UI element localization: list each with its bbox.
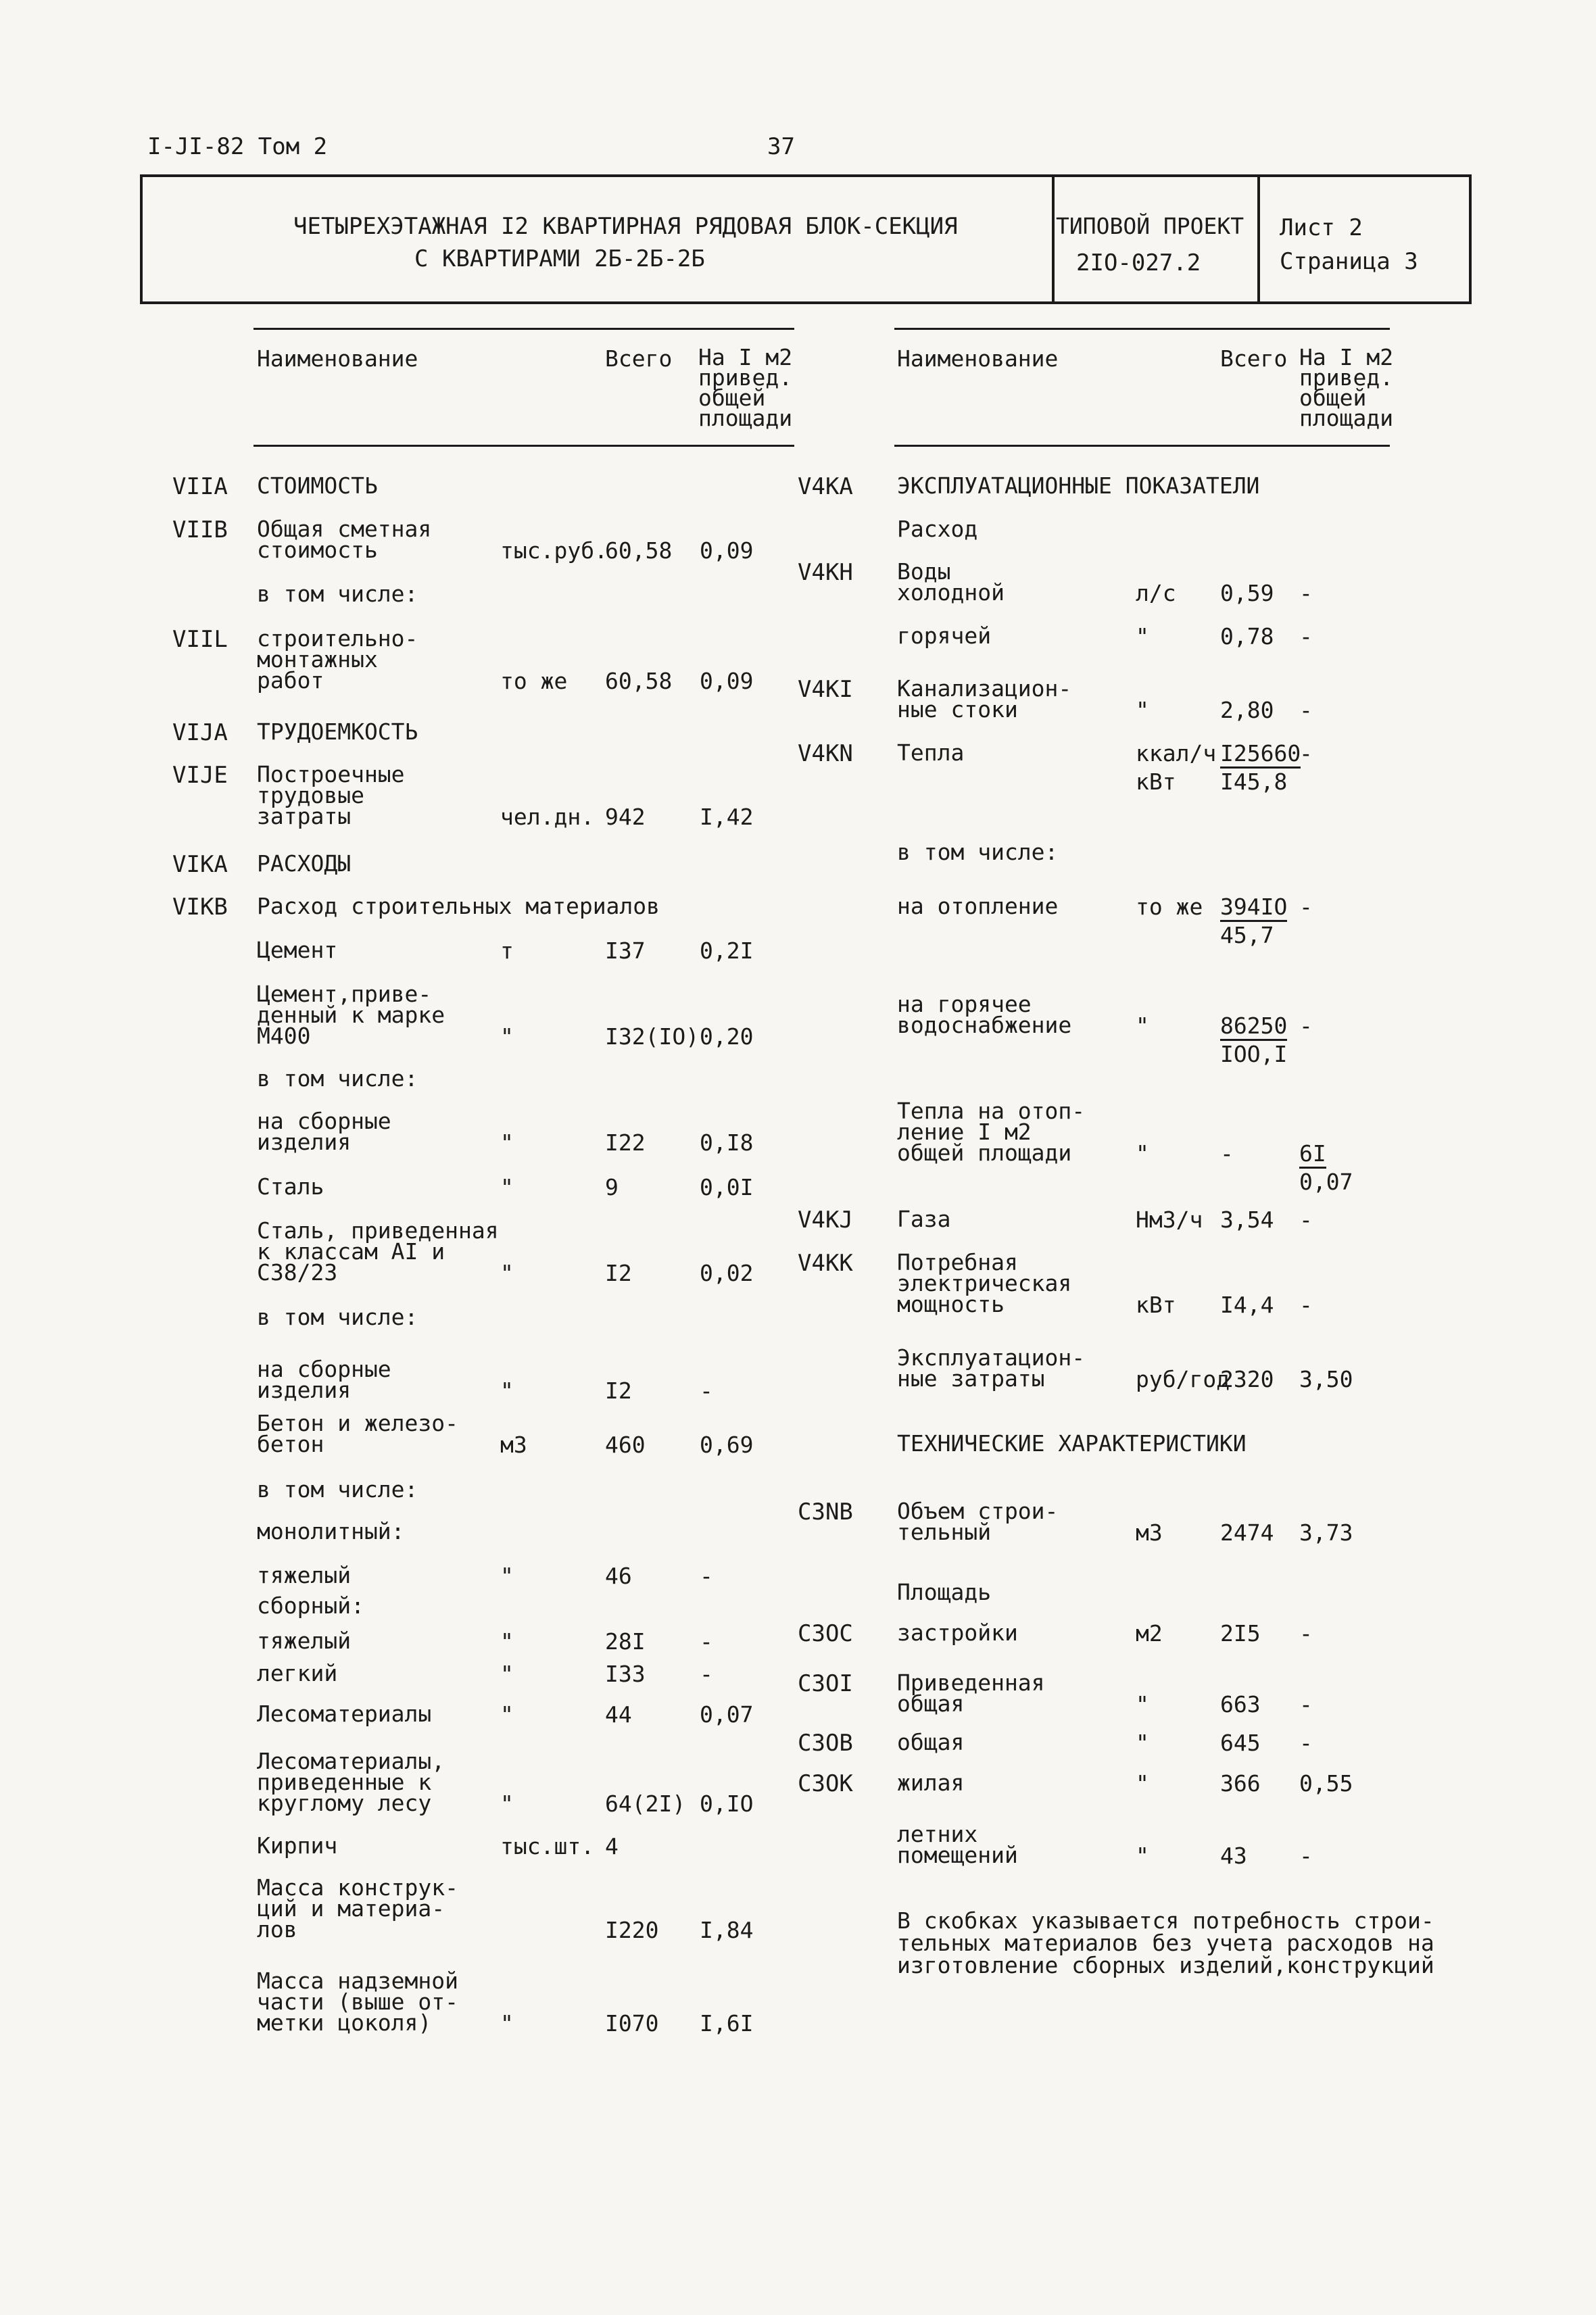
row-name-line: Лесоматериалы	[257, 1701, 432, 1727]
row-name	[897, 1821, 1018, 1868]
row-name-line: ТРУДОЕМКОСТЬ	[257, 718, 418, 745]
row-per-m2: 0,0I	[700, 1174, 754, 1200]
row-per-m2: 0,69	[700, 1432, 754, 1458]
row-name-line: ЭКСПЛУАТАЦИОННЫЕ ПОКАЗАТЕЛИ	[897, 472, 1260, 499]
row-name	[257, 1173, 324, 1200]
row-total-2: IOO,I	[1220, 1041, 1288, 1067]
row-name-line: Потребная	[897, 1249, 1018, 1275]
row-name-line: метки цоколя)	[257, 2009, 432, 2036]
row-name-line: электрическая	[897, 1270, 1072, 1296]
row-per-m2: 0,55	[1299, 1770, 1353, 1797]
row-per-m2: -	[700, 1378, 713, 1404]
row-name-line: ление I м2	[897, 1119, 1032, 1145]
row-code: VIJA	[172, 719, 228, 746]
row-name	[257, 625, 418, 693]
row-unit: "	[1136, 1730, 1149, 1756]
row-name	[257, 1628, 352, 1654]
row-total: I220	[605, 1917, 659, 1943]
col-header-per-m2: На I м2 привед. общей площади	[698, 344, 793, 431]
row-per-m2: -	[1299, 1691, 1313, 1717]
row-per-m2: -	[1299, 740, 1313, 766]
row-total-2: 45,7	[1220, 922, 1274, 948]
project-label: ТИПОВОЙ ПРОЕКТ	[1056, 213, 1244, 239]
row-per-m2: -	[1299, 1620, 1313, 1647]
row-name-line: бетон	[257, 1431, 324, 1457]
rule	[894, 445, 1390, 447]
row-code: VIJE	[172, 762, 228, 789]
row-name	[257, 1108, 391, 1155]
row-total: 4	[605, 1833, 619, 1859]
row-name	[257, 1701, 432, 1727]
row-per-m2: -	[1299, 1292, 1313, 1318]
title-divider	[1257, 174, 1260, 304]
row-name-line: работ	[257, 667, 324, 693]
row-name	[897, 1206, 951, 1232]
row-name	[897, 839, 1059, 865]
row-unit: "	[500, 1628, 514, 1655]
row-unit: т	[500, 937, 514, 964]
rule	[253, 445, 794, 447]
row-total: 460	[605, 1432, 646, 1458]
row-name-line: ные затраты	[897, 1365, 1045, 1392]
rule	[253, 328, 794, 330]
row-name	[257, 1410, 459, 1457]
row-unit: руб/год	[1136, 1366, 1230, 1392]
row-name	[897, 1430, 1247, 1457]
row-name	[897, 472, 1260, 499]
row-per-m2: -	[700, 1563, 713, 1589]
row-name	[257, 1065, 418, 1092]
row-name	[897, 675, 1072, 723]
col-header-per-m2: На I м2 привед. общей площади	[1299, 344, 1394, 431]
row-name-line: изделия	[257, 1129, 352, 1155]
row-unit: "	[500, 1563, 514, 1589]
row-total: 394IO	[1220, 896, 1287, 922]
page-number: 37	[767, 133, 795, 160]
row-name-line: монтажных	[257, 646, 378, 673]
row-name	[257, 1562, 352, 1588]
row-name-line: на горячее	[897, 991, 1032, 1017]
row-code: V4KA	[798, 473, 853, 500]
row-per-m2: -	[1299, 697, 1313, 723]
row-unit: м3	[1136, 1519, 1163, 1546]
row-unit: "	[1136, 1843, 1149, 1869]
row-name-line: Эксплуатацион-	[897, 1344, 1086, 1371]
row-code: V4KK	[798, 1250, 853, 1277]
row-name	[897, 1344, 1086, 1392]
row-name	[897, 1498, 1059, 1545]
row-total: 9	[605, 1174, 619, 1200]
row-name	[257, 1304, 418, 1330]
row-name-line: Масса надземной	[257, 1968, 459, 1994]
row-total: 645	[1220, 1730, 1261, 1756]
row-total-2: I45,8	[1220, 769, 1288, 795]
row-name-line: Построечные	[257, 761, 405, 787]
row-name	[897, 1619, 1018, 1646]
row-per-m2: 3,73	[1299, 1519, 1353, 1546]
row-per-m2: -	[1299, 1730, 1313, 1756]
row-name-line: строительно-	[257, 625, 418, 652]
row-name-line: ТЕХНИЧЕСКИЕ ХАРАКТЕРИСТИКИ	[897, 1430, 1247, 1457]
col-header-total: Всего	[1220, 345, 1288, 372]
row-total: 44	[605, 1701, 632, 1728]
row-code: V4KI	[798, 676, 853, 703]
row-name-line: Кирпич	[257, 1832, 338, 1859]
row-total: 64(2I)	[605, 1790, 686, 1817]
row-name-line: тяжелый	[257, 1628, 352, 1654]
row-unit: то же	[1136, 894, 1203, 920]
row-total: 3,54	[1220, 1207, 1274, 1233]
row-per-m2: -	[700, 1661, 713, 1687]
row-name	[257, 1476, 418, 1503]
row-unit: "	[500, 1790, 514, 1817]
row-name	[897, 1729, 965, 1755]
row-unit: кВт	[1136, 1292, 1176, 1318]
row-per-m2: I,42	[700, 804, 754, 830]
doc-code: I-JI-82 Том 2	[147, 133, 328, 160]
row-name	[897, 1670, 1045, 1717]
row-name	[257, 893, 660, 919]
row-unit: "	[500, 1701, 514, 1728]
row-name-line: приведенные к	[257, 1769, 432, 1795]
row-total: 28I	[605, 1628, 646, 1655]
row-unit: "	[500, 2010, 514, 2037]
footnote: В скобках указывается потребность строи- тельных материалов без учета расходов на изготовление сборных изделий,конструкций	[897, 1907, 1434, 1978]
row-unit: "	[1136, 1013, 1149, 1039]
row-name-line: стоимость	[257, 537, 378, 563]
row-name	[897, 623, 992, 649]
row-code: VIIL	[172, 626, 228, 653]
row-unit: л/с	[1136, 580, 1176, 606]
row-unit: м2	[1136, 1620, 1163, 1647]
row-name	[257, 1217, 499, 1286]
row-name-line: тельный	[897, 1519, 992, 1545]
row-name-line: Масса конструк-	[257, 1874, 459, 1901]
row-name	[897, 991, 1072, 1038]
title-line-2: С КВАРТИРАМИ 2Б-2Б-2Б	[414, 245, 705, 272]
row-name-line: СТОИМОСТЬ	[257, 472, 378, 499]
row-unit: "	[500, 1260, 514, 1286]
project-number: 2IO-027.2	[1076, 249, 1201, 276]
row-name	[257, 937, 338, 963]
row-name	[897, 893, 1059, 919]
row-total: 43	[1220, 1843, 1247, 1869]
row-name-line: М400	[257, 1023, 311, 1049]
row-name	[897, 558, 1005, 606]
row-name-line: помещений	[897, 1842, 1018, 1868]
row-name-line: общая	[897, 1690, 965, 1717]
row-name	[897, 1249, 1072, 1317]
row-code: C3NB	[798, 1498, 853, 1526]
row-per-m2: 0,09	[700, 668, 754, 694]
row-total: 0,59	[1220, 580, 1274, 606]
row-name-line: сборный:	[257, 1592, 364, 1619]
row-per-m2: -	[1299, 894, 1313, 920]
row-name-line: мощность	[897, 1291, 1005, 1317]
row-name-line: денный к марке	[257, 1002, 445, 1028]
row-total: I2	[605, 1378, 632, 1404]
row-per-m2: 0,I8	[700, 1129, 754, 1156]
title-divider	[1052, 174, 1055, 304]
row-name-line: в том числе:	[257, 1304, 418, 1330]
row-code: C3OK	[798, 1770, 853, 1797]
row-name-line: изделия	[257, 1377, 352, 1403]
row-per-m2-2: 0,07	[1299, 1169, 1353, 1195]
row-name	[257, 1660, 338, 1686]
row-total: 663	[1220, 1691, 1261, 1717]
row-name-line: Бетон и железо-	[257, 1410, 459, 1436]
page-label: Страница 3	[1280, 248, 1418, 275]
row-per-m2: 0,07	[700, 1701, 754, 1728]
row-name-line: Приведенная	[897, 1670, 1045, 1696]
sheet-number: Лист 2	[1280, 214, 1363, 241]
row-name	[257, 1968, 459, 2036]
row-name-line: Расход строительных материалов	[257, 893, 660, 919]
row-name-line: тяжелый	[257, 1562, 352, 1588]
row-per-m2: -	[1299, 580, 1313, 606]
row-name-line: Тепла	[897, 739, 965, 766]
row-name-line: водоснабжение	[897, 1012, 1072, 1038]
row-name-line: на отопление	[897, 893, 1059, 919]
row-total: 2,80	[1220, 697, 1274, 723]
row-per-m2: -	[1299, 623, 1313, 650]
row-per-m2: I,6I	[700, 2010, 754, 2037]
row-total: 2I5	[1220, 1620, 1261, 1647]
col-header-name: Наименование	[257, 345, 418, 372]
row-name-line: к классам AI и	[257, 1238, 445, 1265]
row-name	[257, 1832, 338, 1859]
row-code: VIIA	[172, 473, 228, 500]
row-unit: чел.дн.	[500, 804, 595, 830]
row-name-line: Сталь, приведенная	[257, 1217, 499, 1244]
row-code: VIKB	[172, 894, 228, 921]
row-code: C3OB	[798, 1730, 853, 1757]
row-name-line: Объем строи-	[897, 1498, 1059, 1524]
row-total: I4,4	[1220, 1292, 1274, 1318]
row-total: 2320	[1220, 1366, 1274, 1392]
row-total: -	[1220, 1140, 1234, 1167]
row-name-line: Цемент	[257, 937, 338, 963]
rule	[894, 328, 1390, 330]
row-per-m2: 6I	[1299, 1142, 1326, 1169]
row-per-m2: 0,2I	[700, 937, 754, 964]
row-name	[257, 581, 418, 607]
row-total: 60,58	[605, 537, 673, 564]
row-total: 2474	[1220, 1519, 1274, 1546]
row-name-line: Сталь	[257, 1173, 324, 1200]
row-name	[257, 516, 432, 563]
row-unit: "	[1136, 1770, 1149, 1797]
row-total: I32(IO)	[605, 1023, 700, 1050]
row-total: 46	[605, 1563, 632, 1589]
row-name-line: части (выше от-	[257, 1989, 459, 2015]
row-total: 0,78	[1220, 623, 1274, 650]
row-name-line: общей площади	[897, 1140, 1072, 1166]
row-name-line: горячей	[897, 623, 992, 649]
row-name	[257, 1874, 459, 1943]
row-name-line: жилая	[897, 1770, 965, 1796]
row-name	[897, 1770, 965, 1796]
row-per-m2: -	[1299, 1843, 1313, 1869]
row-per-m2: -	[700, 1628, 713, 1655]
row-code: V4KH	[798, 559, 853, 586]
row-name-line: Расход	[897, 516, 978, 542]
row-per-m2: -	[1299, 1207, 1313, 1233]
row-name-line: Газа	[897, 1206, 951, 1232]
row-name-line: в том числе:	[257, 1065, 418, 1092]
row-code: VIKA	[172, 851, 228, 878]
row-name-line: круглому лесу	[257, 1790, 432, 1816]
row-unit: "	[500, 1129, 514, 1156]
row-name-line: летних	[897, 1821, 978, 1847]
row-total: I070	[605, 2010, 659, 2037]
row-name	[897, 739, 965, 766]
row-unit: "	[500, 1661, 514, 1687]
row-unit: "	[1136, 1140, 1149, 1167]
row-name-line: холодной	[897, 579, 1005, 606]
row-total: I37	[605, 937, 646, 964]
row-unit: то же	[500, 668, 568, 694]
row-name-line: Канализацион-	[897, 675, 1072, 702]
row-total: I25660	[1220, 742, 1301, 769]
row-total: 366	[1220, 1770, 1261, 1797]
row-unit: ккал/ч	[1136, 740, 1217, 766]
row-name	[257, 718, 418, 745]
row-name	[257, 761, 405, 829]
row-name-line: лов	[257, 1916, 297, 1943]
row-name-line: застройки	[897, 1619, 1018, 1646]
col-header-total: Всего	[605, 345, 673, 372]
row-per-m2: 0,09	[700, 537, 754, 564]
row-name-line: легкий	[257, 1660, 338, 1686]
row-unit: м3	[500, 1432, 527, 1458]
row-unit: "	[1136, 1691, 1149, 1717]
row-total: 60,58	[605, 668, 673, 694]
row-unit: Нм3/ч	[1136, 1207, 1203, 1233]
row-name	[897, 1579, 992, 1605]
row-name-line: ные стоки	[897, 696, 1018, 723]
row-per-m2: 0,20	[700, 1023, 754, 1050]
row-name-line: ций и материа-	[257, 1895, 445, 1922]
col-header-name: Наименование	[897, 345, 1059, 372]
row-name-line: Воды	[897, 558, 951, 585]
row-name-line: на сборные	[257, 1356, 391, 1382]
row-name	[897, 516, 978, 542]
row-name-line: в том числе:	[257, 581, 418, 607]
row-unit-2: кВт	[1136, 769, 1176, 795]
row-total: I2	[605, 1260, 632, 1286]
row-per-m2: 0,02	[700, 1260, 754, 1286]
row-unit: "	[1136, 623, 1149, 650]
row-name-line: монолитный:	[257, 1518, 405, 1544]
row-per-m2: -	[1299, 1013, 1313, 1039]
row-name	[257, 1748, 445, 1816]
row-name-line: в том числе:	[897, 839, 1059, 865]
row-code: C3OI	[798, 1670, 853, 1697]
row-total: 86250	[1220, 1015, 1287, 1041]
row-name-line: в том числе:	[257, 1476, 418, 1503]
row-unit: "	[500, 1378, 514, 1404]
row-name-line: РАСХОДЫ	[257, 850, 352, 877]
row-per-m2: 0,IO	[700, 1790, 754, 1817]
row-unit: "	[500, 1023, 514, 1050]
row-name-line: Цемент,приве-	[257, 981, 432, 1007]
row-total: 942	[605, 804, 646, 830]
row-total: I33	[605, 1661, 646, 1687]
row-code: V4KN	[798, 740, 853, 767]
row-total: I22	[605, 1129, 646, 1156]
row-unit: тыс.шт.	[500, 1833, 595, 1859]
title-line-1: ЧЕТЫРЕХЭТАЖНАЯ I2 КВАРТИРНАЯ РЯДОВАЯ БЛОК-СЕКЦИЯ	[293, 213, 958, 240]
row-name-line: Лесоматериалы,	[257, 1748, 445, 1774]
row-name-line: на сборные	[257, 1108, 391, 1134]
row-per-m2: 3,50	[1299, 1366, 1353, 1392]
row-name-line: Площадь	[897, 1579, 992, 1605]
row-name	[257, 981, 445, 1049]
row-name-line: трудовые	[257, 782, 364, 808]
row-unit: "	[1136, 697, 1149, 723]
row-name	[257, 472, 378, 499]
row-name-line: затраты	[257, 803, 352, 829]
row-code: V4KJ	[798, 1207, 853, 1234]
row-name	[257, 1356, 391, 1403]
row-name	[257, 1592, 364, 1619]
row-name-line: общая	[897, 1729, 965, 1755]
row-unit: "	[500, 1174, 514, 1200]
row-unit: тыс.руб.	[500, 537, 608, 564]
row-name	[257, 1518, 405, 1544]
row-name-line: Тепла на отоп-	[897, 1098, 1086, 1124]
row-name	[257, 850, 352, 877]
row-code: VIIB	[172, 516, 228, 543]
row-name	[897, 1098, 1086, 1166]
row-name-line: С38/23	[257, 1259, 338, 1286]
row-code: C3OC	[798, 1620, 853, 1647]
row-per-m2: I,84	[700, 1917, 754, 1943]
row-name-line: Общая сметная	[257, 516, 432, 542]
